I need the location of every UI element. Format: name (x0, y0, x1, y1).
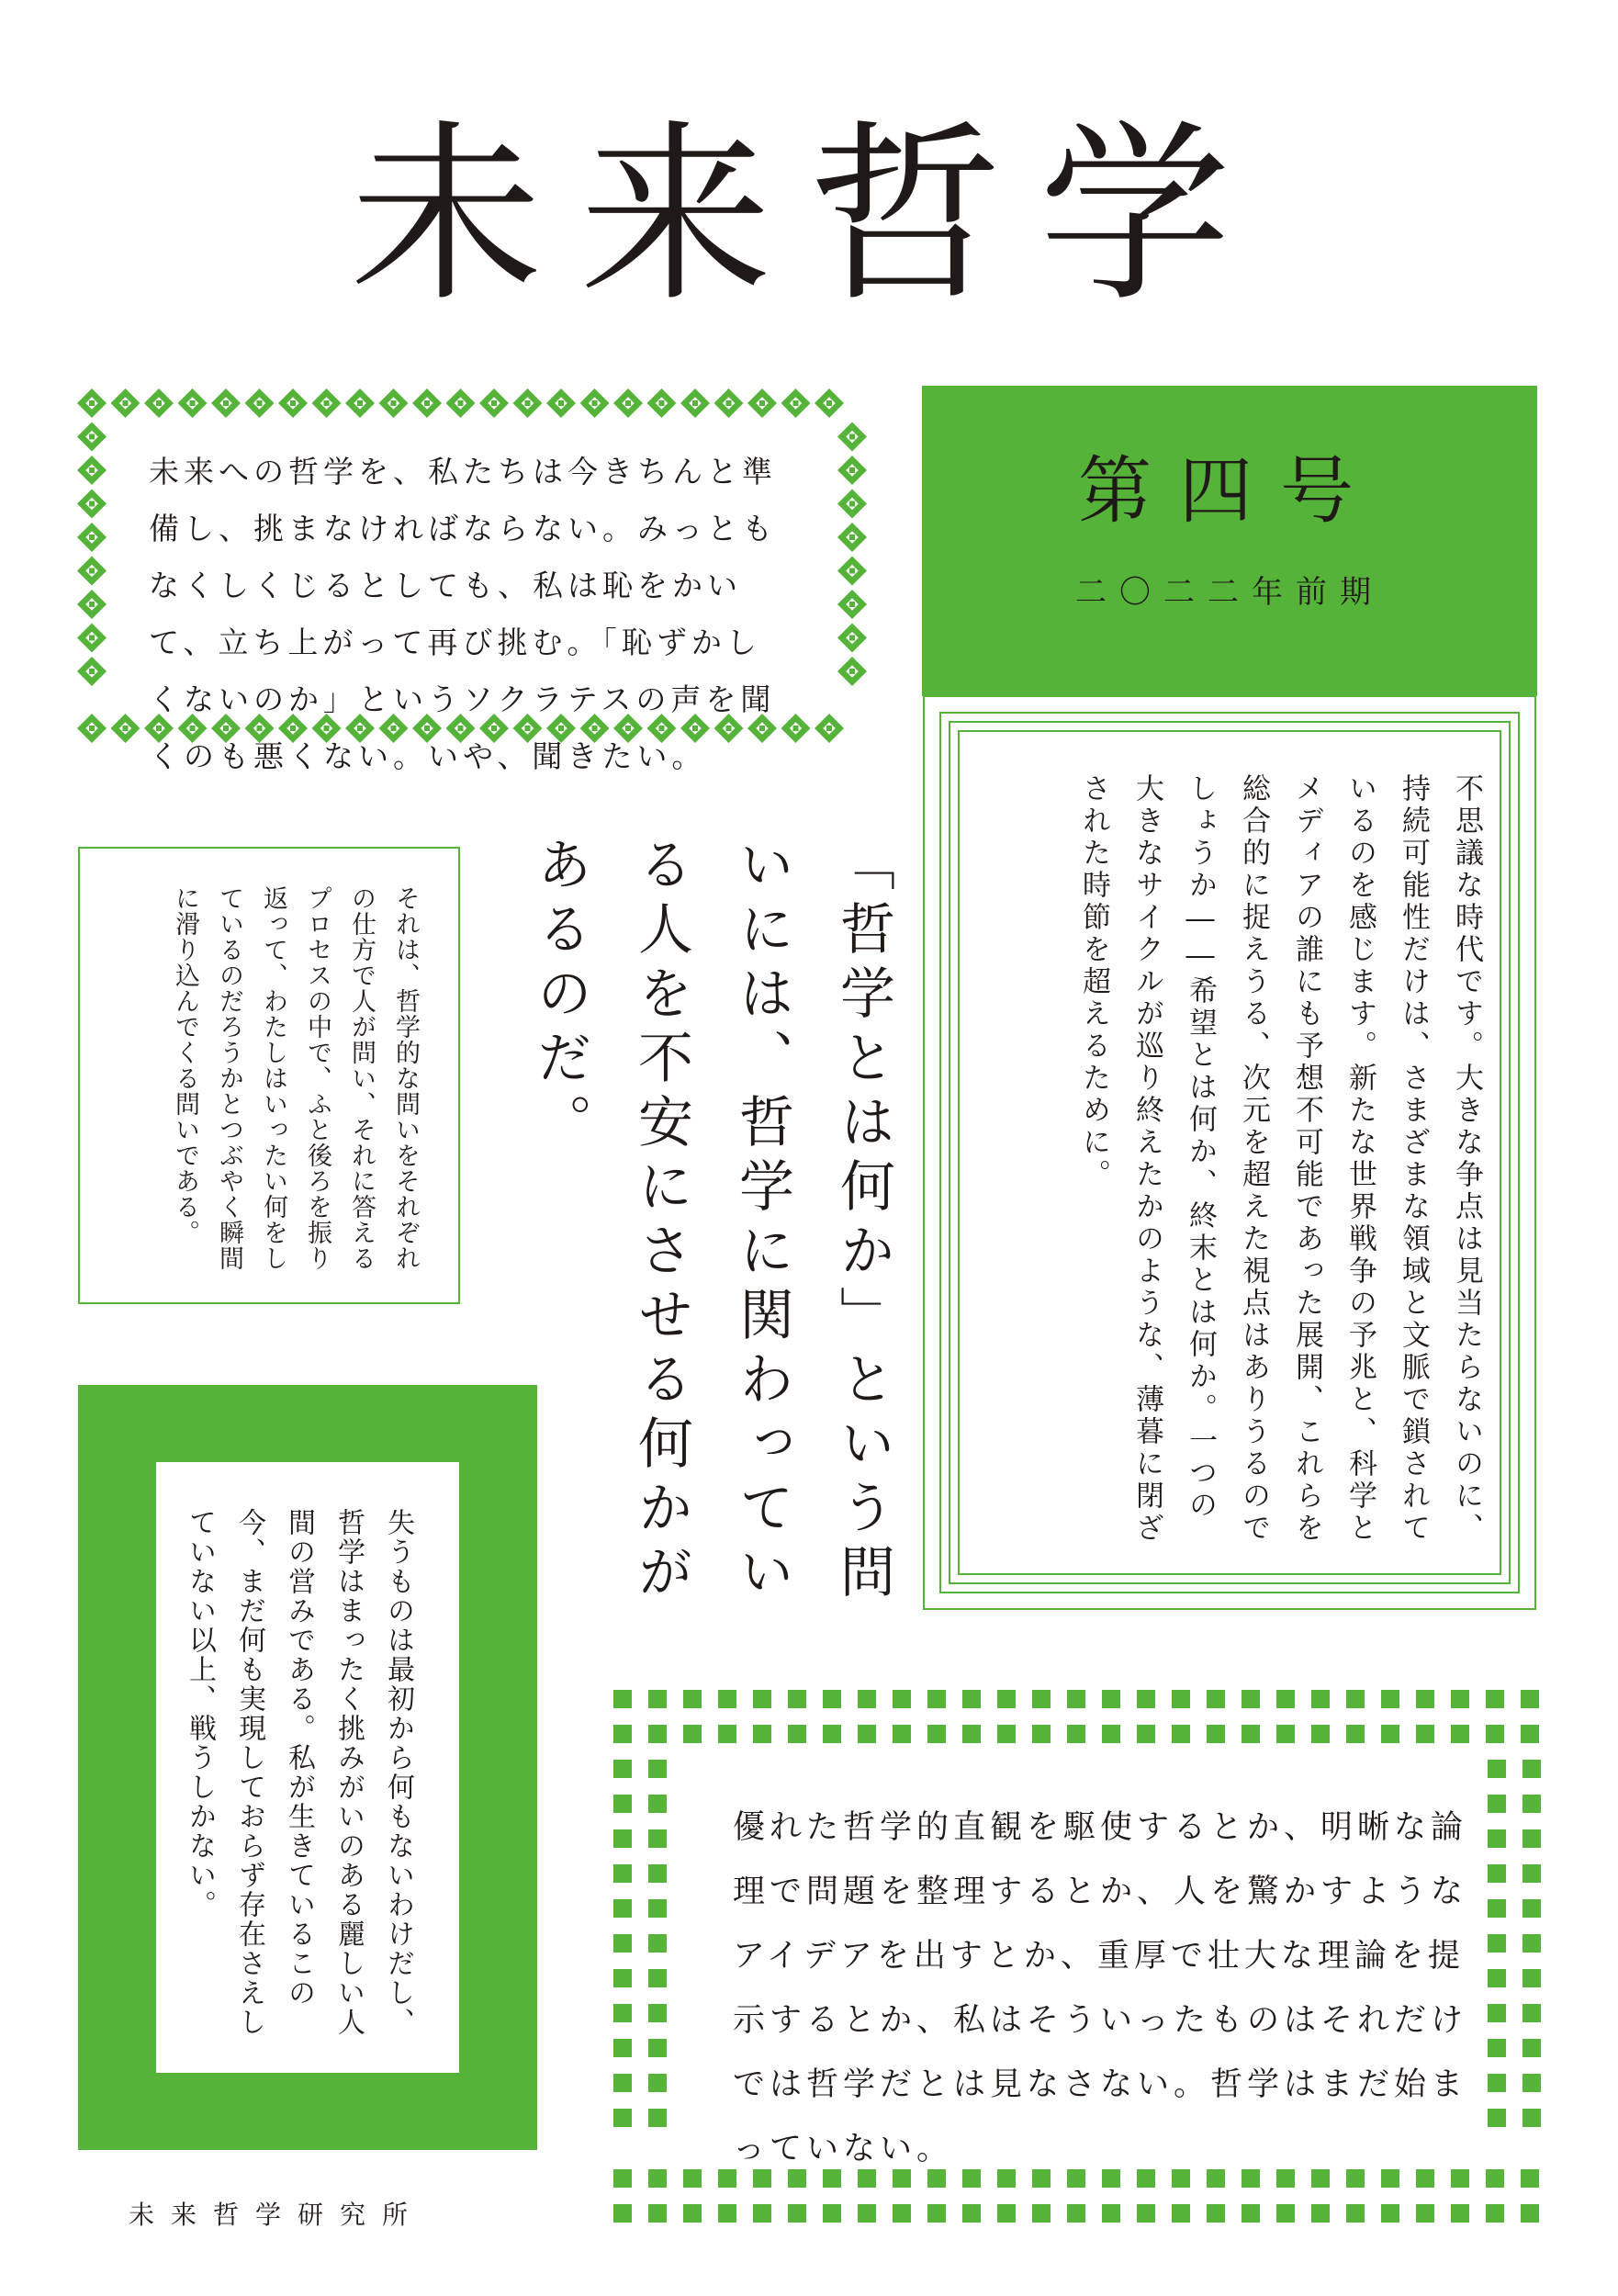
journal-title: 未来哲学 (349, 103, 1268, 328)
square-ornament (1488, 2039, 1506, 2057)
square-ornament (613, 2004, 632, 2022)
square-ornament (683, 1690, 702, 1708)
square-ornament (1172, 1690, 1190, 1708)
issue-number: 第四号 (1078, 448, 1381, 534)
square-ornament (1486, 2204, 1504, 2223)
square-ornament (858, 2204, 876, 2223)
square-ornament (1242, 2204, 1260, 2223)
square-ornament (718, 2204, 736, 2223)
square-ornament (648, 1864, 667, 1883)
square-ornament (1032, 2204, 1051, 2223)
main-quote: 「哲学とは何か」という問いには、哲学に関わっている人を不安にさせる何かがあるのだ。 (528, 836, 895, 1607)
square-ornament (648, 2039, 667, 2057)
square-ornament (613, 1969, 632, 1987)
square-ornament (1311, 1690, 1330, 1708)
square-ornament (1521, 2204, 1539, 2223)
square-ornament (1137, 1725, 1155, 1743)
square-ornament (1522, 1864, 1541, 1883)
square-ornament (1346, 1690, 1365, 1708)
square-ornament (1137, 1690, 1155, 1708)
square-ornament (858, 1725, 876, 1743)
diamond-ornament (837, 523, 867, 552)
diamond-ornament (446, 388, 476, 418)
diamond-ornament (513, 388, 543, 418)
square-ornament (613, 1690, 632, 1708)
diamond-ornament (837, 624, 867, 653)
square-ornament (1311, 1725, 1330, 1743)
passage-box-2 (78, 1385, 537, 2150)
square-ornament (1522, 1899, 1541, 1918)
square-ornament (1102, 2204, 1120, 2223)
square-ornament (1488, 1899, 1506, 1918)
square-ornament (648, 2074, 667, 2092)
square-ornament (1488, 1760, 1506, 1778)
square-ornament (1451, 1725, 1469, 1743)
square-ornament (1207, 1690, 1225, 1708)
square-ornament (1488, 1795, 1506, 1813)
square-ornament (1521, 2169, 1539, 2188)
square-ornament (753, 1725, 771, 1743)
diamond-ornament (613, 388, 643, 418)
square-ornament (927, 1725, 946, 1743)
square-ornament (613, 1760, 632, 1778)
square-ornament (1242, 1725, 1260, 1743)
square-ornament (1276, 1725, 1295, 1743)
square-ornament (893, 1690, 911, 1708)
square-ornament (1207, 1725, 1225, 1743)
square-ornament (1416, 1690, 1434, 1708)
diamond-ornament (815, 714, 844, 743)
square-ornament (1522, 1829, 1541, 1848)
diamond-ornament (211, 388, 241, 418)
publisher-name: 未来哲学研究所 (129, 2200, 425, 2230)
diamond-ornament (580, 388, 610, 418)
square-ornament (753, 1690, 771, 1708)
editorial-box (922, 696, 1537, 1611)
square-ornament (1522, 2004, 1541, 2022)
square-ornament (1522, 2109, 1541, 2127)
diamond-ornament (837, 557, 867, 586)
diamond-ornament (379, 388, 409, 418)
square-ornament (1067, 1725, 1085, 1743)
diamond-ornament (312, 388, 342, 418)
square-ornament (1416, 2204, 1434, 2223)
square-ornament (753, 2204, 771, 2223)
diamond-ornament (647, 388, 677, 418)
square-ornament (1488, 2109, 1506, 2127)
diamond-ornament (77, 624, 107, 653)
passage-box-3 (613, 1690, 1541, 2223)
diamond-ornament (111, 388, 140, 418)
square-ornament (1488, 1969, 1506, 1987)
square-ornament (648, 2169, 667, 2188)
intro-box (77, 388, 867, 774)
editorial-text: 不思議な時代です。大きな争点は見当たらないのに、持続可能性だけは、さまざまな領域と文脈で鎖されているのを感じます。新たな世界戦争の予兆と、科学とメディアの誰にも予想不可能であった展開、これらを総合的に捉えうる、次元を超えた視点はありうるのでしょうか――希望とは何か、終末とは何か。一つの大きなサイクルが巡り終えたかのような、薄暮に閉ざされた時節を超えるために。 (1077, 773, 1483, 1545)
square-ornament (1067, 2204, 1085, 2223)
diamond-ornament (345, 388, 375, 418)
square-ornament (927, 2204, 946, 2223)
square-ornament (1486, 2169, 1504, 2188)
diamond-ornament (77, 422, 107, 452)
diamond-ornament (815, 388, 844, 418)
square-ornament (648, 1725, 667, 1743)
diamond-ornament (714, 388, 744, 418)
square-ornament (648, 1899, 667, 1918)
square-ornament (1276, 1690, 1295, 1708)
square-ornament (1486, 1690, 1504, 1708)
square-ornament (683, 2169, 702, 2188)
square-ornament (1488, 1864, 1506, 1883)
diamond-ornament (546, 388, 576, 418)
square-ornament (962, 1725, 981, 1743)
square-ornament (613, 2169, 632, 2188)
square-ornament (648, 1795, 667, 1813)
diamond-ornament (837, 490, 867, 519)
square-ornament (1032, 1690, 1051, 1708)
square-ornament (1521, 1725, 1539, 1743)
square-ornament (648, 1829, 667, 1848)
diamond-ornament (77, 456, 107, 485)
diamond-ornament (747, 388, 777, 418)
diamond-ornament (680, 388, 710, 418)
square-ornament (823, 1690, 841, 1708)
diamond-ornament (837, 657, 867, 686)
square-ornament (613, 1899, 632, 1918)
diamond-ornament (837, 456, 867, 485)
square-ornament (648, 1690, 667, 1708)
square-ornament (1311, 2204, 1330, 2223)
square-ornament (613, 1934, 632, 1953)
issue-date: 二〇二二年前期 (1075, 574, 1384, 611)
square-ornament (893, 2204, 911, 2223)
square-ornament (648, 1969, 667, 1987)
diamond-ornament (178, 388, 208, 418)
diamond-ornament (837, 590, 867, 619)
square-ornament (788, 2204, 806, 2223)
square-ornament (997, 1690, 1016, 1708)
square-ornament (927, 1690, 946, 1708)
square-ornament (1488, 2074, 1506, 2092)
square-ornament (1522, 2074, 1541, 2092)
square-ornament (1522, 1934, 1541, 1953)
square-ornament (1522, 1969, 1541, 1987)
diamond-ornament (77, 590, 107, 619)
square-ornament (997, 2204, 1016, 2223)
square-ornament (1346, 1725, 1365, 1743)
square-ornament (823, 1725, 841, 1743)
square-ornament (613, 2109, 632, 2127)
square-ornament (1522, 1760, 1541, 1778)
square-ornament (613, 1829, 632, 1848)
square-ornament (1486, 1725, 1504, 1743)
diamond-ornament (479, 388, 509, 418)
square-ornament (1381, 2204, 1399, 2223)
square-ornament (1522, 2039, 1541, 2057)
diamond-ornament (77, 557, 107, 586)
square-ornament (1102, 1690, 1120, 1708)
square-ornament (1488, 2004, 1506, 2022)
square-ornament (823, 2204, 841, 2223)
square-ornament (613, 1795, 632, 1813)
passage-text-3: 優れた哲学的直観を駆使するとか、明晰な論理で問題を整理するとか、人を驚かすようなアイデアを出すとか、重厚で壮大な理論を提示するとか、私はそういったものはそれだけでは哲学だとは見なさない。哲学はまだ始まっていない。 (733, 1809, 1468, 2167)
square-ornament (1207, 2204, 1225, 2223)
square-ornament (893, 1725, 911, 1743)
square-ornament (1346, 2204, 1365, 2223)
square-ornament (1488, 1934, 1506, 1953)
diamond-ornament (412, 388, 442, 418)
square-ornament (1242, 1690, 1260, 1708)
diamond-ornament (781, 388, 811, 418)
diamond-ornament (77, 388, 107, 418)
square-ornament (1522, 1795, 1541, 1813)
square-ornament (1032, 1725, 1051, 1743)
square-ornament (1521, 1690, 1539, 1708)
square-ornament (613, 2039, 632, 2057)
square-ornament (683, 1725, 702, 1743)
square-ornament (683, 2204, 702, 2223)
square-ornament (1172, 1725, 1190, 1743)
diamond-ornament (144, 388, 174, 418)
diamond-ornament (77, 714, 107, 743)
square-ornament (962, 2204, 981, 2223)
square-ornament (1381, 1725, 1399, 1743)
intro-text: 未来への哲学を、私たちは今きちんと準備し、挑まなければならない。みっともなくしくじるとしても、私は恥をかいて、立ち上がって再び挑む。「恥ずかしくないのか」というソクラテスの声を聞くのも悪くない。いや、聞きたい。 (149, 454, 777, 774)
square-ornament (1416, 1725, 1434, 1743)
square-ornament (788, 1690, 806, 1708)
square-ornament (1102, 1725, 1120, 1743)
square-ornament (613, 2204, 632, 2223)
diamond-ornament (245, 388, 275, 418)
square-ornament (648, 2004, 667, 2022)
diamond-ornament (837, 422, 867, 452)
square-ornament (1488, 1829, 1506, 1848)
square-ornament (962, 1690, 981, 1708)
diamond-ornament (278, 388, 308, 418)
square-ornament (997, 1725, 1016, 1743)
issue-banner (922, 386, 1537, 696)
diamond-ornament (77, 490, 107, 519)
square-ornament (648, 2204, 667, 2223)
passage-box-1 (78, 847, 460, 1304)
square-ornament (1137, 2204, 1155, 2223)
square-ornament (648, 2109, 667, 2127)
diamond-ornament (77, 523, 107, 552)
square-ornament (648, 1760, 667, 1778)
square-ornament (613, 1864, 632, 1883)
passage-text-2: 失うものは最初から何もないわけだし、哲学はまったく挑みがいのある麗しい人間の営みである。私が生きているこの今、まだ何も実現しておらず存在さえしていない以上、戦うしかない。 (184, 1508, 414, 2037)
square-ornament (648, 1934, 667, 1953)
square-ornament (1172, 2204, 1190, 2223)
diamond-ornament (111, 714, 140, 743)
square-ornament (1451, 2204, 1469, 2223)
square-ornament (1451, 1690, 1469, 1708)
square-ornament (613, 1725, 632, 1743)
passage-text-1: それは、哲学的な問いをそれぞれの仕方で人が問い、それに答えるプロセスの中で、ふと後ろを振り返って、わたしはいったい何をしているのだろうかとつぶやく瞬間に滑り込んでくる問いである。 (171, 885, 420, 1271)
square-ornament (1381, 1690, 1399, 1708)
square-ornament (613, 2074, 632, 2092)
square-ornament (1276, 2204, 1295, 2223)
square-ornament (718, 1725, 736, 1743)
square-ornament (718, 1690, 736, 1708)
passage-box-2-inner (156, 1462, 459, 2073)
square-ornament (788, 1725, 806, 1743)
square-ornament (1067, 1690, 1085, 1708)
diamond-ornament (77, 657, 107, 686)
square-ornament (858, 1690, 876, 1708)
